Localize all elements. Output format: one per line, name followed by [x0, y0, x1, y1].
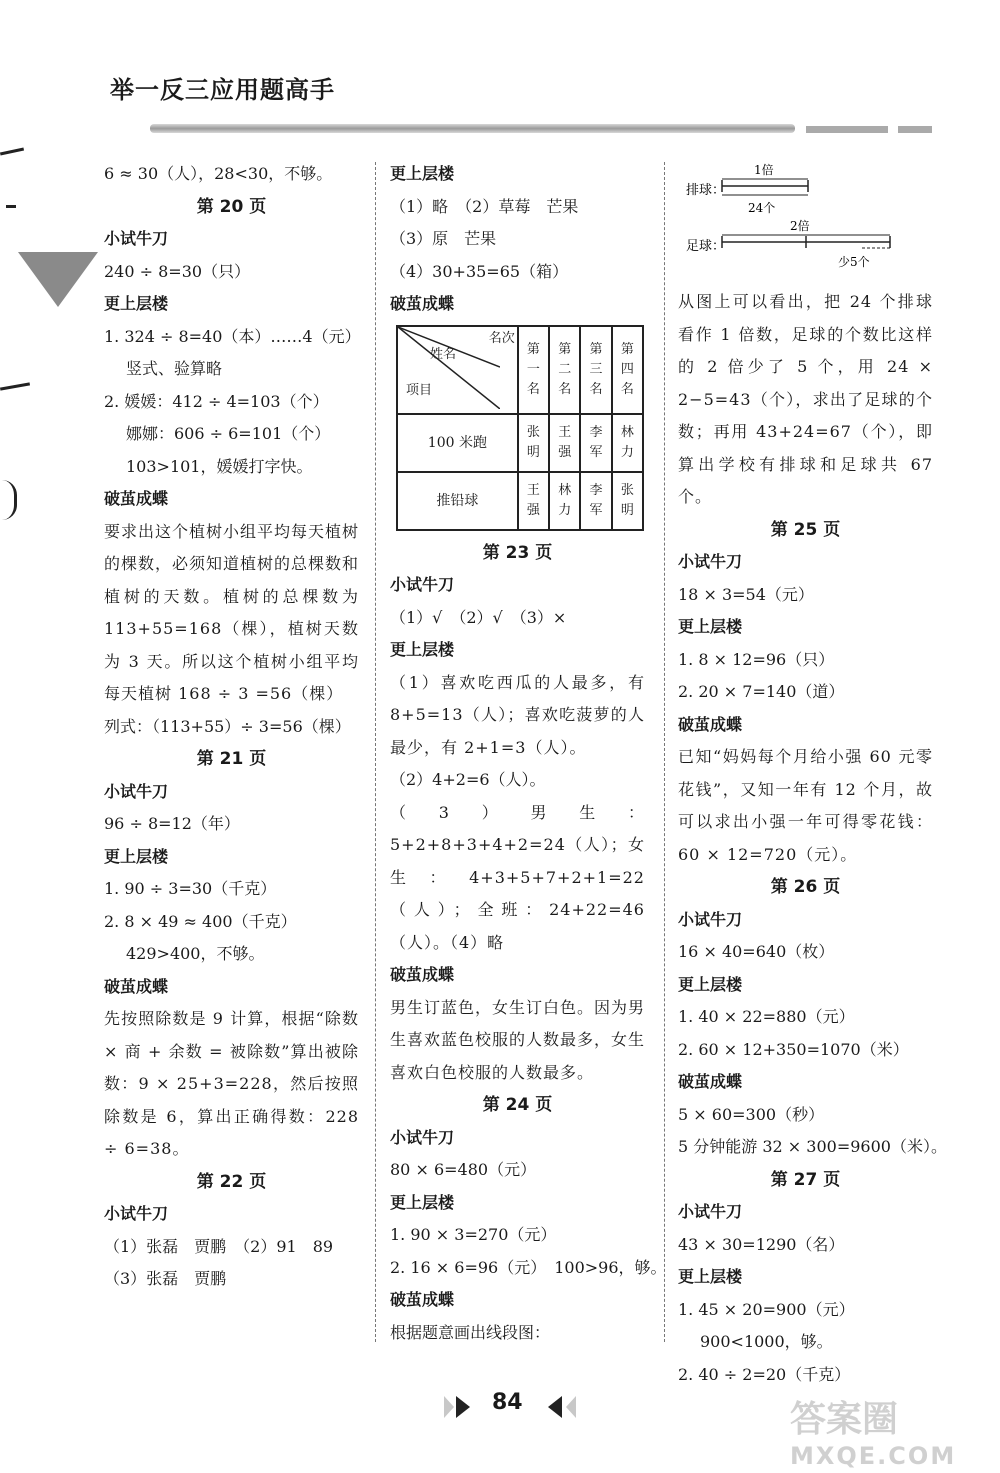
ranking-table [396, 325, 644, 531]
watermark-text: 答案圈 [790, 1399, 899, 1440]
answer-line: 娜娜：606 ÷ 6=101（个） [126, 424, 331, 443]
section-label: 更上层楼 [678, 974, 743, 994]
corner-label-event: 项目 [406, 382, 433, 398]
triangle-mark [18, 252, 98, 307]
watermark-url: MXQE.COM [790, 1442, 957, 1470]
arrow-right-icon [444, 1396, 454, 1418]
table-cell: 李军 [580, 414, 611, 472]
column-divider [664, 162, 665, 1342]
section-label: 破茧成蝶 [104, 976, 169, 996]
answer-line: 2. 40 ÷ 2=20（千克） [678, 1364, 851, 1384]
section-label: 破茧成蝶 [390, 965, 455, 984]
answer-line: （4）30+35=65（箱） [390, 261, 569, 281]
header-rule-segment [806, 126, 888, 133]
column-divider [375, 162, 376, 1342]
answer-column-2 [390, 158, 667, 1349]
table-cell: 林力 [612, 414, 643, 472]
answer-paragraph: （3）男生：5+2+8+3+4+2=24（人）；女生：4+3+5+7+2+1=22（人）；全班：24+22=46（人）。（4）略 [390, 802, 645, 952]
arrow-right-icon [456, 1396, 470, 1418]
table-row [397, 472, 643, 530]
answer-paragraph: 要求出这个植树小组平均每天植树的棵数，必须知道植树的总棵数和植树的天数。植树的总棵数为 113+55=168（棵），植树天数为 3 天。所以这个植树小组平均每天植树 168 ÷ 3 =56（棵） [104, 521, 360, 703]
section-label: 小试牛刀 [678, 552, 743, 571]
diagram-label-1x: 1倍 [754, 163, 774, 177]
section-label: 更上层楼 [390, 640, 455, 659]
answer-line: 竖式、验算略 [126, 359, 223, 378]
table-cell: 张明 [518, 414, 549, 472]
answer-line: 1. 324 ÷ 8=40（本）……4（元） [104, 326, 361, 346]
table-cell: 林力 [549, 472, 580, 530]
answer-line: 80 × 6=480（元） [390, 1160, 537, 1179]
section-label: 更上层楼 [390, 164, 455, 183]
diagram-label-24: 24个 [748, 201, 776, 215]
answer-line: 1. 45 × 20=900（元） [678, 1299, 855, 1319]
column-header: 第四名 [612, 326, 643, 414]
section-label: 小试牛刀 [104, 781, 169, 801]
answer-column-1 [104, 158, 359, 1296]
answer-line: （3）原 芒果 [390, 229, 497, 248]
answer-line: （2）4+2=6（人）。 [390, 770, 546, 789]
section-label: 更上层楼 [678, 617, 743, 636]
table-cell: 王强 [549, 414, 580, 472]
page-heading: 第 25 页 [770, 519, 841, 540]
page-heading: 第 21 页 [196, 749, 267, 769]
answer-line: 1. 8 × 12=96（只） [678, 649, 835, 669]
answer-column-3 [678, 158, 947, 1391]
arrow-left-icon [548, 1396, 562, 1418]
answer-line: 1. 90 × 3=270（元） [390, 1225, 557, 1244]
answer-line: 1. 90 ÷ 3=30（千克） [104, 879, 277, 898]
section-label: 更上层楼 [678, 1267, 743, 1286]
header-rule-segment [898, 126, 932, 133]
column-header: 第二名 [549, 326, 580, 414]
section-label: 破茧成蝶 [390, 1290, 455, 1309]
row-label: 推铅球 [397, 472, 518, 530]
answer-line: 103>101，媛媛打字快。 [126, 456, 313, 476]
table-cell: 李军 [580, 472, 611, 530]
answer-paragraph: （1）喜欢吃西瓜的人最多，有 8+5=13（人）；喜欢吃菠萝的人最少，有 2+1=3（人）。 [390, 672, 645, 757]
answer-line: 2. 媛媛：412 ÷ 4=103（个） [104, 391, 329, 411]
line-segment-diagram [678, 158, 928, 286]
page-heading: 第 22 页 [196, 1171, 267, 1192]
answer-line: 5 分钟能游 32 × 300=9600（米）。 [678, 1137, 947, 1156]
section-label: 更上层楼 [104, 294, 169, 313]
answer-line: 2. 16 × 6=96（元） 100>96，够。 [390, 1257, 667, 1277]
table-cell: 张明 [612, 472, 643, 530]
section-label: 小试牛刀 [390, 1127, 455, 1147]
answer-line: 5 × 60=300（秒） [678, 1104, 825, 1124]
answer-line: 16 × 40=640（枚） [678, 942, 835, 961]
table-cell: 王强 [518, 472, 549, 530]
page-heading: 第 26 页 [770, 877, 841, 897]
answer-line: 900<1000，够。 [700, 1332, 833, 1351]
page-heading: 第 20 页 [196, 196, 267, 217]
answer-line: 6 ≈ 30（人），28<30，不够。 [104, 164, 333, 183]
answer-line: 2. 20 × 7=140（道） [678, 682, 845, 701]
answer-line: 240 ÷ 8=30（只） [104, 261, 251, 281]
answer-paragraph: 已知“妈妈每个月给小强 60 元零花钱”，又知一年有 12 个月，故可以求出小强一年可得零花钱：60 × 12=720（元）。 [678, 747, 933, 864]
section-label: 破茧成蝶 [678, 714, 743, 734]
answer-line: （1）√ （2）√ （3）× [390, 607, 567, 627]
page-number: 84 [492, 1390, 523, 1415]
section-label: 小试牛刀 [104, 229, 169, 248]
diagram-label-2x: 2倍 [790, 219, 810, 233]
page-heading: 第 23 页 [482, 542, 553, 563]
section-label: 小试牛刀 [678, 1202, 743, 1221]
column-header: 第一名 [518, 326, 549, 414]
answer-line: 429>400，不够。 [126, 944, 265, 963]
arrow-left-icon [566, 1396, 576, 1418]
book-title: 举一反三应用题高手 [110, 76, 335, 104]
diagram-label-volleyball: 排球： [686, 183, 726, 198]
answer-line: 2. 8 × 49 ≈ 400（千克） [104, 911, 297, 931]
row-label: 100 米跑 [397, 414, 518, 472]
answer-line: （1）略 （2）草莓 芒果 [390, 196, 579, 216]
answer-line: 43 × 30=1290（名） [678, 1234, 845, 1254]
answer-line: 18 × 3=54（元） [678, 584, 814, 604]
diagram-label-football: 足球： [686, 239, 726, 254]
section-label: 破茧成蝶 [390, 294, 455, 313]
corner-label-name: 姓名 [430, 346, 457, 362]
answer-paragraph: 从图上可以看出，把 24 个排球看作 1 倍数，足球的个数比这样的 2 倍少了 5 个，用 24 × 2−5=43（个），求出了足球的个数；再用 43+24=67（个），即算出学校有排球和足球共 67 个。 [678, 292, 933, 506]
answer-line: 列式：（113+55）÷ 3=56（棵） [104, 716, 351, 736]
answer-line: （1）张磊 贾鹏 （2）91 89 [104, 1236, 334, 1256]
diagram-label-less5: 少5个 [838, 255, 870, 269]
page-heading: 第 27 页 [770, 1169, 841, 1190]
answer-line: 2. 60 × 12+350=1070（米） [678, 1039, 909, 1059]
answer-paragraph: 男生订蓝色，女生订白色。因为男生喜欢蓝色校服的人数最多，女生喜欢白色校服的人数最多。 [390, 997, 646, 1082]
section-label: 更上层楼 [390, 1192, 455, 1212]
answer-line: 1. 40 × 22=880（元） [678, 1007, 855, 1026]
corner-label-rank: 名次 [488, 330, 515, 346]
table-row [397, 414, 643, 472]
answer-paragraph: 先按照除数是 9 计算，根据“除数 × 商 + 余数 = 被除数”算出被除数：9 × 25+3=228，然后按照除数是 6，算出正确得数：228 ÷ 6=38。 [104, 1009, 359, 1158]
watermark-logo [790, 1399, 957, 1471]
section-label: 破茧成蝶 [104, 489, 169, 508]
answer-line: （3）张磊 贾鹏 [104, 1269, 227, 1288]
header-rule [150, 124, 795, 133]
answer-line: 根据题意画出线段图： [390, 1322, 551, 1342]
section-label: 小试牛刀 [390, 575, 455, 594]
page-heading: 第 24 页 [482, 1095, 553, 1115]
table-corner-cell [397, 326, 518, 414]
column-header: 第三名 [580, 326, 611, 414]
section-label: 小试牛刀 [104, 1204, 169, 1223]
section-label: 小试牛刀 [678, 909, 743, 929]
section-label: 破茧成蝶 [678, 1072, 743, 1091]
answer-line: 96 ÷ 8=12（年） [104, 814, 240, 833]
section-label: 更上层楼 [104, 846, 169, 866]
